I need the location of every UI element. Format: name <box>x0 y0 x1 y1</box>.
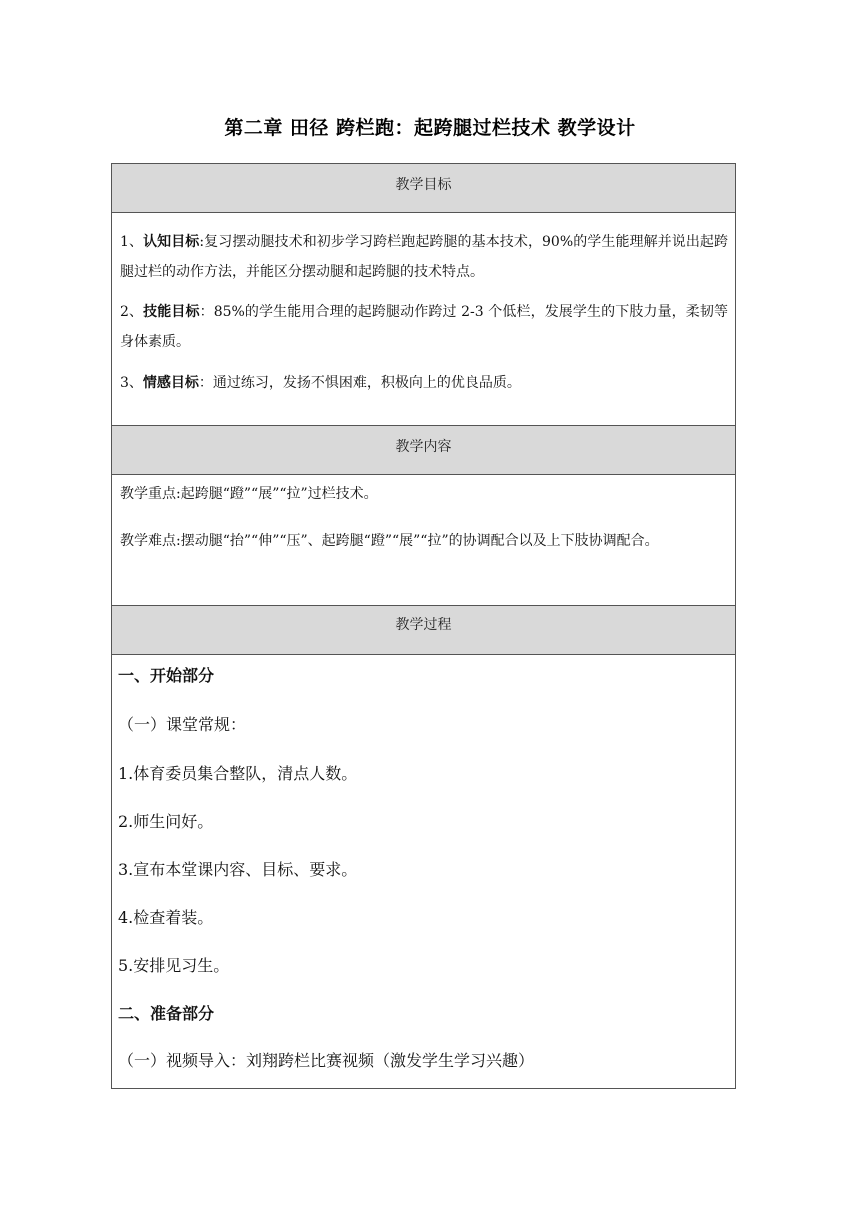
objective-2-label: 技能目标 <box>143 304 200 320</box>
list-item: 1.体育委员集合整队，清点人数。 <box>118 764 358 783</box>
list-item: 5.安排见习生。 <box>118 956 230 975</box>
lesson-plan-table <box>111 163 736 1089</box>
content-header <box>112 426 735 475</box>
process-cell <box>112 655 735 1088</box>
objective-2: 2、技能目标：85%的学生能用合理的起跨腿动作跨过 2-3 个低栏，发展学生的下肢力量，柔韧等身体素质。 <box>120 304 729 350</box>
list-item: 2.师生问好。 <box>118 812 214 831</box>
part1-title: 一、开始部分 <box>118 666 215 685</box>
content-cell <box>112 475 735 606</box>
difficulty: 教学难点:摆动腿“抬”“伸”“压”、起跨腿“蹬”“展”“拉”的协调配合以及上下肢协调配合。 <box>120 533 659 549</box>
objectives-cell <box>112 213 735 426</box>
process-header <box>112 606 735 655</box>
objectives-header-label: 教学目标 <box>395 177 452 193</box>
objective-3-label: 情感目标 <box>142 375 199 391</box>
objective-2-text: ：85%的学生能用合理的起跨腿动作跨过 2-3 个低栏，发展学生的下肢力量，柔韧等身体素质。 <box>120 304 729 350</box>
objective-1-text: :复习摆动腿技术和初步学习跨栏跑起跨腿的基本技术，90%的学生能理解并说出起跨腿过栏的动作方法，并能区分摆动腿和起跨腿的技术特点。 <box>120 234 728 280</box>
part2-subtitle: （一）视频导入：刘翔跨栏比赛视频（激发学生学习兴趣） <box>118 1051 535 1070</box>
content-header-label: 教学内容 <box>395 439 452 455</box>
part1-subtitle: （一）课堂常规： <box>118 715 247 734</box>
objective-3: 3、情感目标：通过练习，发扬不惧困难，积极向上的优良品质。 <box>120 375 521 391</box>
document-title: 第二章 田径 跨栏跑：起跨腿过栏技术 教学设计 <box>224 117 636 139</box>
list-item: 4.检查着装。 <box>118 908 214 927</box>
key-point: 教学重点:起跨腿“蹬”“展”“拉”过栏技术。 <box>120 486 378 502</box>
objectives-header <box>112 164 735 213</box>
objective-3-text: ：通过练习，发扬不惧困难，积极向上的优良品质。 <box>198 375 521 391</box>
list-item: 3.宣布本堂课内容、目标、要求。 <box>118 860 358 879</box>
process-header-label: 教学过程 <box>395 617 452 633</box>
part2-title: 二、准备部分 <box>118 1004 215 1023</box>
objective-1: 1、认知目标:复习摆动腿技术和初步学习跨栏跑起跨腿的基本技术，90%的学生能理解并说出起跨腿过栏的动作方法，并能区分摆动腿和起跨腿的技术特点。 <box>120 234 728 280</box>
objective-1-label: 认知目标 <box>143 234 200 250</box>
